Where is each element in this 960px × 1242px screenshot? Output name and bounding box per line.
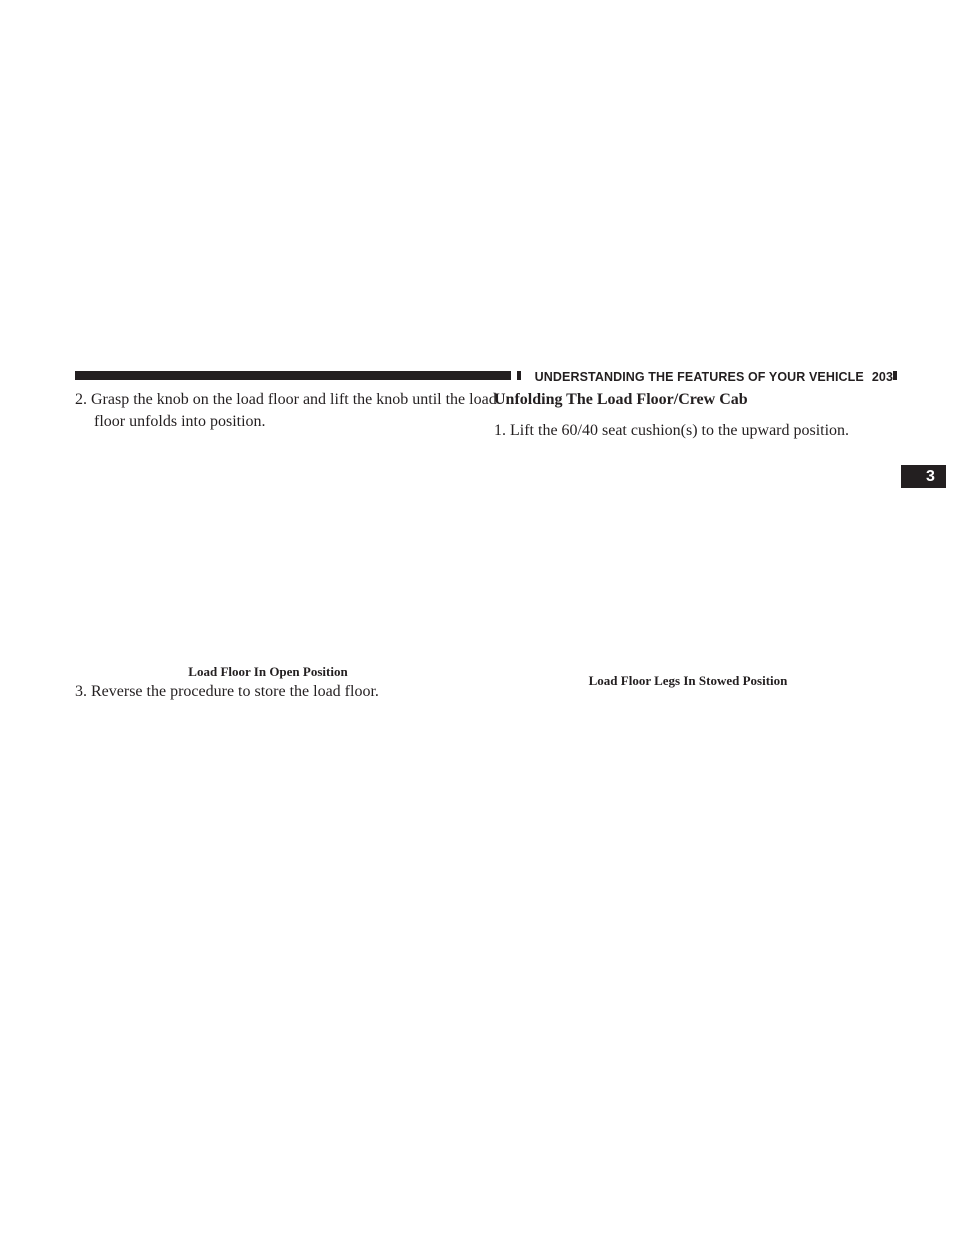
- step-2-text: 2. Grasp the knob on the load floor and lift the knob until the load floor unfolds into position.: [75, 391, 497, 430]
- section-heading: Unfolding The Load Floor/Crew Cab: [494, 391, 748, 408]
- step-1-text: 1. Lift the 60/40 seat cushion(s) to the upward position.: [494, 422, 850, 439]
- chapter-tab: 3: [901, 465, 946, 488]
- section-title: UNDERSTANDING THE FEATURES OF YOUR VEHICLE: [534, 370, 864, 384]
- figure-caption-stowed-position: Load Floor Legs In Stowed Position: [588, 673, 788, 688]
- step-3-text: 3. Reverse the procedure to store the load floor.: [75, 683, 379, 700]
- header-rule-left: [75, 371, 511, 380]
- page-number: 203: [871, 370, 893, 384]
- running-head: [521, 369, 893, 385]
- figure-caption-open-position: Load Floor In Open Position: [188, 664, 348, 679]
